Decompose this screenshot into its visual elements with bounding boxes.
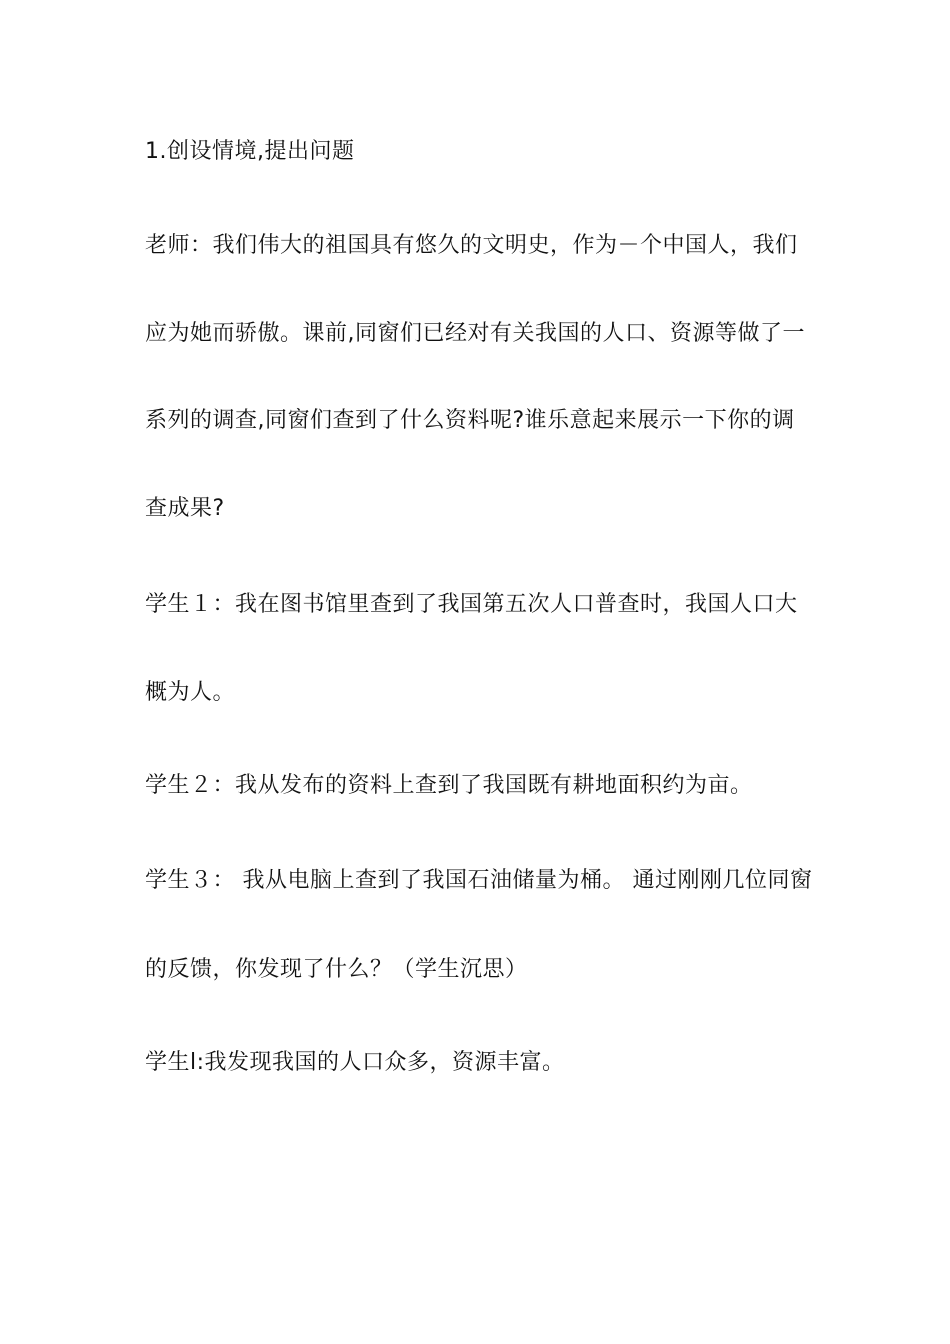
text-line-student1-2: 概为人。 xyxy=(145,680,236,705)
text-line-teacher-3: 系列的调查,同窗们查到了什么资料呢?谁乐意起来展示一下你的调 xyxy=(145,408,795,433)
text-line-student3-2: 的反馈，你发现了什么？（学生沉思） xyxy=(145,957,528,982)
text-line-student3-1: 学生３： 我从电脑上查到了我国石油储量为桶。 通过刚刚几位同窗 xyxy=(145,868,813,893)
text-line-teacher-4: 查成果? xyxy=(145,496,225,521)
text-line-teacher-1: 老师：我们伟大的祖国具有悠久的文明史，作为－个中国人，我们 xyxy=(145,233,798,258)
text-line-student2: 学生２：我从发布的资料上查到了我国既有耕地面积约为亩。 xyxy=(145,773,753,798)
section-heading: 1.创设情境,提出问题 xyxy=(145,139,355,164)
text-line-student1-answer: 学生l:我发现我国的人口众多，资源丰富。 xyxy=(145,1050,565,1075)
text-line-teacher-2: 应为她而骄傲。课前,同窗们已经对有关我国的人口、资源等做了一 xyxy=(145,321,805,346)
text-line-student1-1: 学生１：我在图书馆里查到了我国第五次人口普查时，我国人口大 xyxy=(145,592,798,617)
